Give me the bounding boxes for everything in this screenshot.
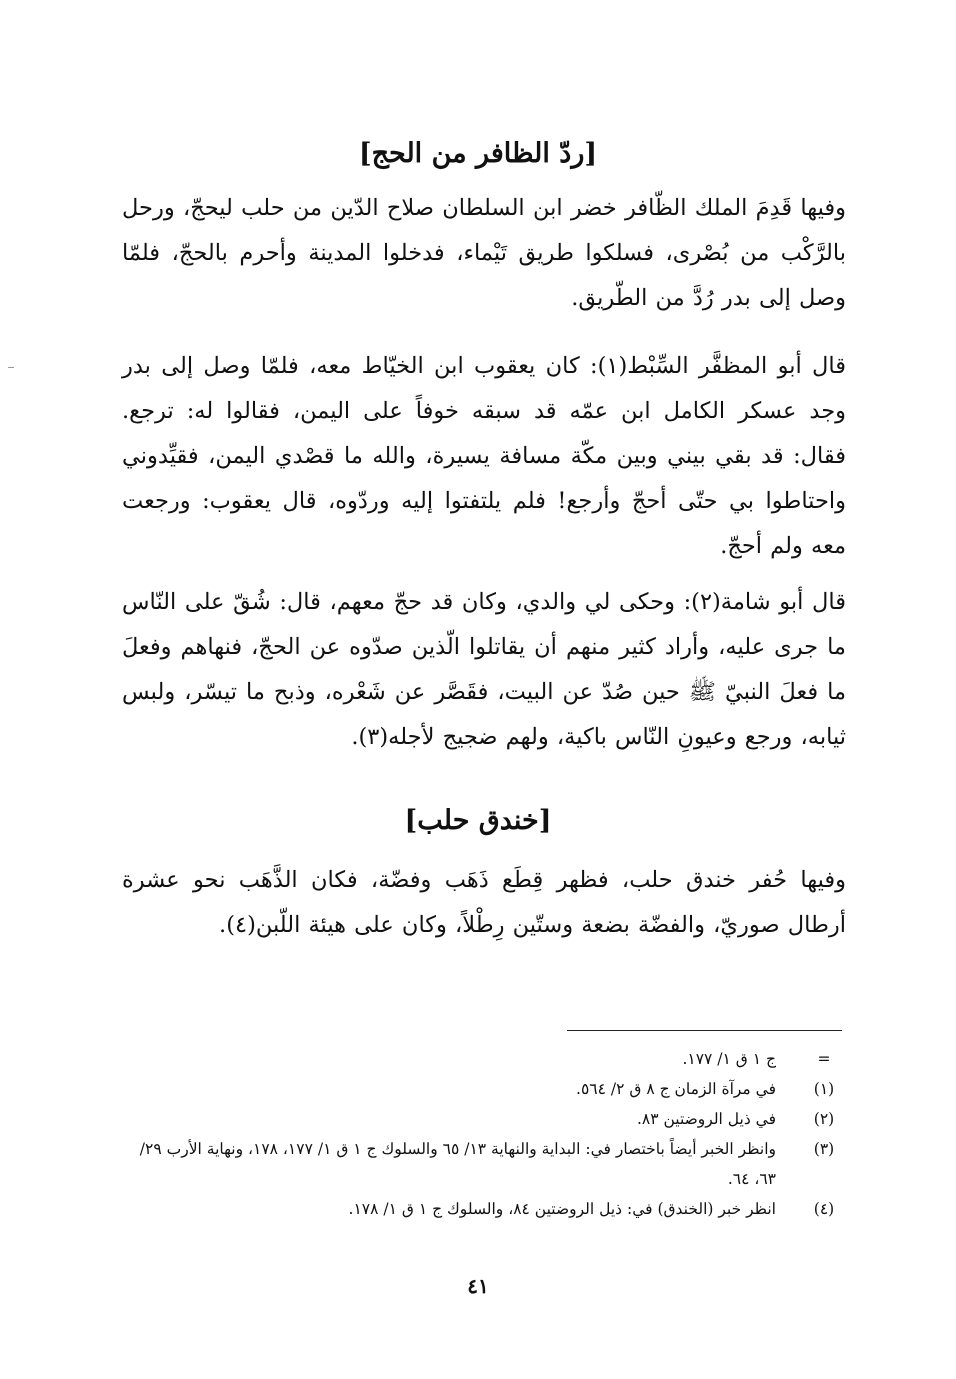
footnote-continuation: [118, 1044, 844, 1074]
footnote-4: [118, 1194, 844, 1224]
footnote-text: ج ١ ق ١/ ١٧٧.: [682, 1050, 776, 1068]
paragraph-aleppo-moat: وفيها حُفر خندق حلب، فظهر قِطَع ذَهَب وفضّة، فكان الذَّهَب نحو عشرة أرطال صوريّ، والفضّة بضعة وستّين رِطْلاً، وكان على هيئة اللّبن(٤).: [122, 867, 846, 938]
footnote-marker: (٢): [813, 1110, 835, 1128]
footnote-text: وانظر الخبر أيضاً باختصار في: البداية والنهاية ١٣/ ٦٥ والسلوك ج ١ ق ١/ ١٧٧، ١٧٨، ونهاية الأرب ٢٩/ ٦٣، ٦٤.: [139, 1140, 776, 1188]
paragraph-abu-muzaffar-quote: قال أبو المظفَّر السِّبْط(١): كان يعقوب ابن الخيّاط معه، فلمّا وصل إلى بدر وجد عسكر الكامل ابن عمّه قد سبقه خوفاً على اليمن، فقالوا له: ترجع. فقال: قد بقي بيني وبين مكّة مسافة يسيرة، والله ما قصْدي اليمن، فقيِّدوني واحتاطوا بي حتّى أحجّ وأرجع! فلم يلتفتوا إليه وردّوه، قال يعقوب: ورجعت معه ولم أحجّ.: [122, 353, 846, 559]
section-heading-aleppo-moat: [خندق حلب]: [404, 805, 552, 836]
footnote-text: انظر خبر (الخندق) في: ذيل الروضتين ٨٤، والسلوك ج ١ ق ١/ ١٧٨.: [348, 1200, 776, 1218]
section-heading-zafir-return: [ردّ الظافر من الحج]: [358, 138, 598, 169]
footnote-text: في ذيل الروضتين ٨٣.: [636, 1110, 776, 1128]
footnote-marker: (١): [813, 1080, 835, 1098]
footnote-3: [118, 1134, 844, 1194]
paragraph-zafir-journey: وفيها قَدِمَ الملك الظّافر خضر ابن السلطان صلاح الدّين من حلب ليحجّ، ورحل بالرَّكْب من بُصْرى، فسلكوا طريق تَيْماء، فدخلوا المدينة وأحرم بالحجّ، فلمّا وصل إلى بدر رُدَّ من الطّريق.: [122, 195, 846, 311]
footnote-marker: (٣): [813, 1140, 835, 1158]
margin-mark: [8, 367, 14, 368]
footnote-1: [118, 1074, 844, 1104]
footnote-text: في مرآة الزمان ج ٨ ق ٢/ ٥٦٤.: [576, 1080, 776, 1098]
footnote-2: [118, 1104, 844, 1134]
footnote-separator-rule: [567, 1030, 842, 1031]
footnote-marker: =: [817, 1050, 831, 1068]
paragraph-abu-shama-quote: قال أبو شامة(٢): وحكى لي والدي، وكان قد حجّ معهم، قال: شُقّ على النّاس ما جرى عليه، وأراد كثير منهم أن يقاتلوا الّذين صدّوه عن الحجّ، فنهاهم وفعلَ ما فعلَ النبيّ ﷺ حين صُدّ عن البيت، فقَصَّر عن شَعْره، وذبح ما تيسّر، ولبس ثيابه، ورجع وعيونِ النّاس باكية، ولهم ضجيج لأجله(٣).: [122, 589, 846, 750]
footnotes-list: [118, 1044, 844, 1224]
page-number: ٤١: [467, 1274, 489, 1298]
footnote-marker: (٤): [813, 1200, 835, 1218]
